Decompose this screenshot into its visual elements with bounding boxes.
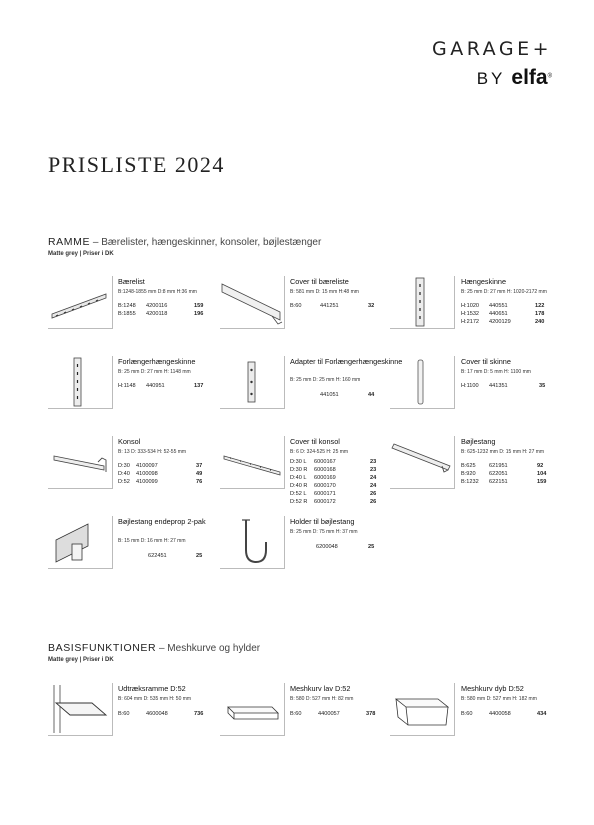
rail-icon [48,276,113,329]
section-note: Matte grey | Priser i DK [48,251,114,257]
product-name: Cover til skinne [461,357,511,366]
extension-standard-icon [48,356,113,409]
size: D:30 L [290,459,307,465]
hanging-bar-icon [390,436,455,489]
item-code: 4200129 [489,319,511,325]
price: 26 [370,499,377,505]
deep-mesh-basket-icon [390,683,455,736]
product-name: Bærelist [118,277,145,286]
size: B:60 [118,711,130,717]
product-dimensions: B: 580 mm D: 527 mm H: 182 mm [461,696,537,702]
product-dimensions: B:1248-1855 mm D:8 mm H:36 mm [118,289,197,295]
price: 76 [196,479,203,485]
product-name: Forlængerhængeskinne [118,357,196,366]
item-code: 6200048 [316,544,338,550]
item-code: 441251 [320,303,339,309]
product-name: Cover til konsol [290,437,340,446]
item-code: 4400057 [318,711,340,717]
product-name: Hængeskinne [461,277,507,286]
size: D:52 L [290,491,307,497]
item-code: 622151 [489,479,508,485]
section-title: RAMME [48,236,91,248]
size: D:30 R [290,467,308,473]
price: 49 [196,471,203,477]
price: 736 [194,711,204,717]
product-dimensions: B: 25 mm D: 27 mm H: 1020-2172 mm [461,289,547,295]
price: 23 [370,459,377,465]
product-name: Holder til bøjlestang [290,517,355,526]
size: B:625 [461,463,476,469]
item-code: 4100097 [136,463,158,469]
item-code: 440551 [489,303,508,309]
price: 23 [370,467,377,473]
size: D:40 R [290,483,308,489]
size: D:40 L [290,475,307,481]
product-name: Meshkurv lav D:52 [290,684,351,693]
price: 196 [194,311,204,317]
price: 159 [194,303,204,309]
section-heading-ramme [48,236,321,248]
size: B:60 [290,303,302,309]
section-heading-basisfunktioner [48,642,260,654]
bar-holder-icon [220,516,285,569]
hanging-standard-icon [390,276,455,329]
product-dimensions: B: 6 D: 324-525 H: 25 mm [290,449,349,455]
price: 240 [535,319,545,325]
price: 24 [370,475,377,481]
item-code: 4600048 [146,711,168,717]
size: B:60 [461,711,473,717]
section-subtitle: – Bærelister, hængeskinner, konsoler, bøjlestænger [90,237,322,248]
price: 24 [370,483,377,489]
product-name: Adapter til Forlængerhængeskinne [290,357,403,366]
end-cap-icon [48,516,113,569]
item-code: 622051 [489,471,508,477]
item-code: 6000170 [314,483,336,489]
product-dimensions: B: 15 mm D: 16 mm H: 27 mm [118,538,186,544]
size: D:52 R [290,499,308,505]
price: 122 [535,303,545,309]
product-dimensions: B: 581 mm D: 15 mm H:48 mm [290,289,359,295]
size: H:1100 [461,383,479,389]
brand-by: BY [476,69,506,88]
item-code: 440651 [489,311,508,317]
size: H:1020 [461,303,480,309]
item-code: 4200118 [146,311,168,317]
item-code: 440951 [146,383,165,389]
size: B:1232 [461,479,479,485]
price: 35 [539,383,546,389]
price: 44 [368,392,375,398]
item-code: 6000168 [314,467,336,473]
section-subtitle: – Meshkurve og hylder [156,643,261,654]
price: 92 [537,463,544,469]
item-code: 441351 [489,383,508,389]
product-name: Konsol [118,437,141,446]
item-code: 4400058 [489,711,511,717]
product-dimensions: B: 25 mm D: 27 mm H: 1148 mm [118,369,191,375]
product-dimensions: B: 13 D: 333-534 H: 52-55 mm [118,449,187,455]
drawer-frame-icon [48,683,113,736]
product-dimensions: B: 580 D: 527 mm H: 82 mm [290,696,354,702]
item-code: 4100098 [136,471,158,477]
low-mesh-basket-icon [220,683,285,736]
size: H:2172 [461,319,480,325]
item-code: 4100099 [136,479,158,485]
size: H:1532 [461,311,480,317]
item-code: 6000172 [314,499,336,505]
size: D:52 [118,479,130,485]
product-name: Cover til bæreliste [290,277,349,286]
brand-logo [432,38,552,90]
item-code: 622451 [148,553,167,559]
item-code: 441051 [320,392,339,398]
bracket-cover-icon [220,436,285,489]
size: D:40 [118,471,130,477]
item-code: 621951 [489,463,508,469]
product-name: Meshkurv dyb D:52 [461,684,524,693]
adapter-icon [220,356,285,409]
size: D:30 [118,463,130,469]
brand-wordmark: GARAGE+ [432,38,552,60]
product-name: Bøjlestang endeprop 2-pak [118,517,206,526]
product-dimensions: B: 604 mm D: 535 mm H: 50 mm [118,696,192,702]
item-code: 4200116 [146,303,168,309]
size: B:1855 [118,311,136,317]
item-code: 6000169 [314,475,336,481]
price: 178 [535,311,545,317]
price: 37 [196,463,203,469]
size: B:1248 [118,303,136,309]
product-dimensions: B: 25 mm D: 75 mm H: 37 mm [290,529,358,535]
price: 26 [370,491,377,497]
bracket-icon [48,436,113,489]
price: 378 [366,711,376,717]
section-note: Matte grey | Priser i DK [48,657,114,663]
product-dimensions: B: 625-1232 mm D: 15 mm H: 27 mm [461,449,545,455]
price: 25 [196,553,203,559]
product-name: Udtræksramme D:52 [118,684,186,693]
item-code: 6000167 [314,459,336,465]
item-code: 6000171 [314,491,336,497]
size: B:60 [290,711,302,717]
section-title: BASISFUNKTIONER [48,642,157,654]
brand-byline [432,66,552,90]
price: 137 [194,383,204,389]
price: 25 [368,544,375,550]
cover-standard-icon [390,356,455,409]
product-dimensions: B: 17 mm D: 5 mm H: 1100 mm [461,369,531,375]
cover-rail-icon [220,276,285,329]
price: 434 [537,711,547,717]
page-title: PRISLISTE 2024 [48,152,225,177]
size: B:920 [461,471,476,477]
price: 32 [368,303,375,309]
price: 159 [537,479,547,485]
product-dimensions: B: 25 mm D: 25 mm H: 160 mm [290,377,361,383]
price: 104 [537,471,547,477]
brand-registered: ® [547,73,552,80]
product-name: Bøjlestang [461,437,496,446]
size: H:1148 [118,383,136,389]
brand-elfa: elfa [511,66,548,89]
